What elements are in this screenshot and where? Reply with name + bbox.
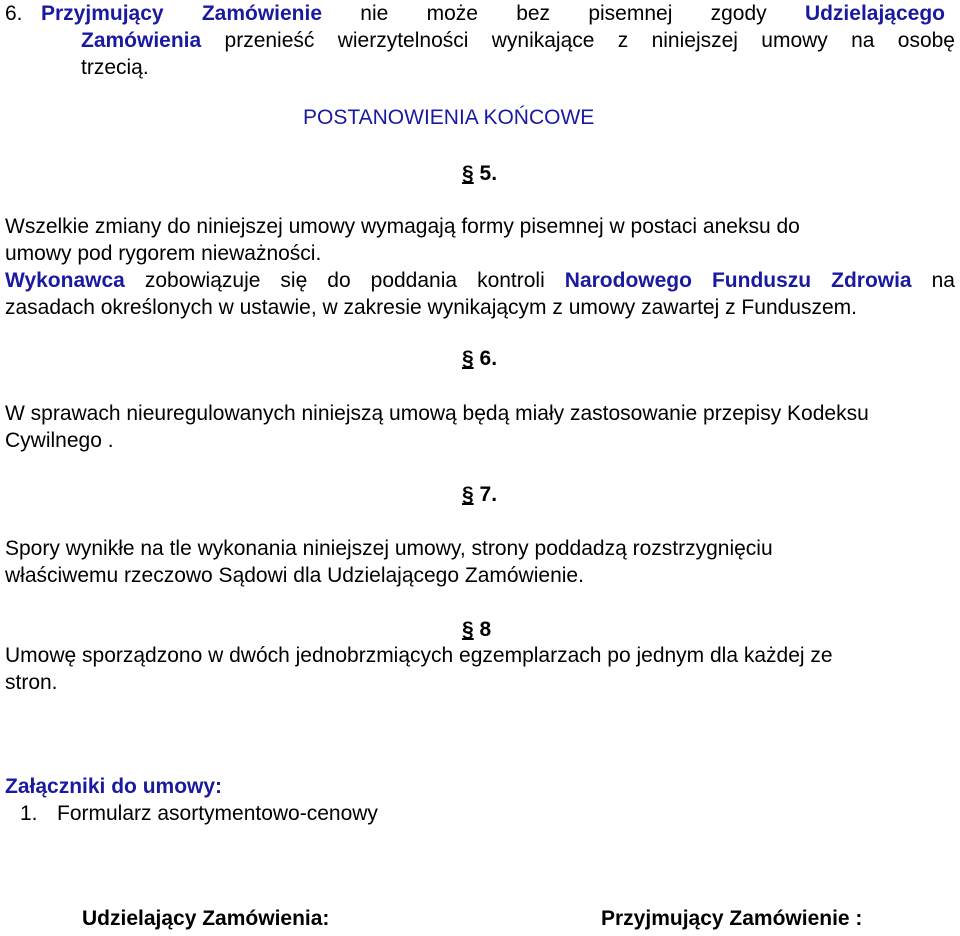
section-number: 7. bbox=[479, 483, 498, 506]
contractor-label: Wykonawca bbox=[5, 269, 125, 292]
party-receiving-order: Przyjmujący Zamówienie bbox=[41, 2, 323, 25]
para-6-line-2: Cywilnego . bbox=[5, 429, 114, 452]
para-7-line-1: Spory wynikłe na tle wykonania niniejszej umowy, strony poddadzą rozstrzygnięciu bbox=[5, 537, 773, 560]
clause-6 bbox=[5, 1, 945, 27]
nfz-label: Narodowego Funduszu Zdrowia bbox=[564, 269, 912, 292]
para-7-line-2: właściwemu rzeczowo Sądowi dla Udzielającego Zamówienie. bbox=[5, 564, 584, 587]
clause-6-text-2: przenieść wierzytelności wynikające z niniejszej umowy na osobę bbox=[201, 29, 955, 52]
final-provisions-heading: POSTANOWIENIA KOŃCOWE bbox=[303, 106, 595, 129]
section-8-marker bbox=[462, 617, 491, 643]
signature-placing-order: Udzielający Zamówienia: bbox=[82, 907, 330, 930]
attachments-heading: Załączniki do umowy: bbox=[5, 775, 223, 798]
section-symbol: § bbox=[462, 483, 474, 506]
section-6-marker bbox=[462, 346, 497, 372]
para-5a-line-1: Wszelkie zmiany do niniejszej umowy wymagają formy pisemnej w postaci aneksu do bbox=[5, 215, 800, 238]
para-5b-line-2: zasadach określonych w ustawie, w zakresie wynikającym z umowy zawartej z Funduszem. bbox=[5, 296, 857, 319]
section-7-marker bbox=[462, 482, 497, 508]
clause-6-line-3: trzecią. bbox=[81, 56, 149, 79]
para-8-line-2: stron. bbox=[5, 671, 58, 694]
para-8-line-1: Umowę sporządzono w dwóch jednobrzmiących egzemplarzach po jednym dla każdej ze bbox=[5, 644, 833, 667]
attachment-label: Formularz asortymentowo-cenowy bbox=[57, 802, 378, 825]
clause-6-number: 6. bbox=[5, 2, 23, 25]
para-5a-line-2: umowy pod rygorem nieważności. bbox=[5, 242, 322, 265]
signature-receiving-order: Przyjmujący Zamówienie : bbox=[601, 907, 863, 930]
section-symbol: § bbox=[462, 347, 474, 370]
attachment-item bbox=[20, 801, 378, 827]
section-symbol: § bbox=[462, 162, 474, 185]
section-5-marker bbox=[462, 161, 497, 187]
clause-6-line-2 bbox=[81, 28, 955, 54]
section-number: 6. bbox=[479, 347, 498, 370]
para-5b-text-1: zobowiązuje się do poddania kontroli bbox=[124, 269, 565, 292]
party-placing-order-b: Zamówienia bbox=[81, 29, 202, 52]
para-5b-text-2: na bbox=[911, 269, 955, 292]
clause-6-text-1: nie może bez pisemnej zgody bbox=[322, 2, 805, 25]
section-number: 5. bbox=[479, 162, 498, 185]
section-number: 8 bbox=[479, 618, 492, 641]
para-5b-line-1 bbox=[5, 268, 955, 294]
para-6-line-1: W sprawach nieuregulowanych niniejszą umową będą miały zastosowanie przepisy Kodeksu bbox=[5, 402, 869, 425]
attachment-number: 1. bbox=[20, 802, 38, 825]
section-symbol: § bbox=[462, 618, 474, 641]
party-placing-order-a: Udzielającego bbox=[804, 2, 945, 25]
